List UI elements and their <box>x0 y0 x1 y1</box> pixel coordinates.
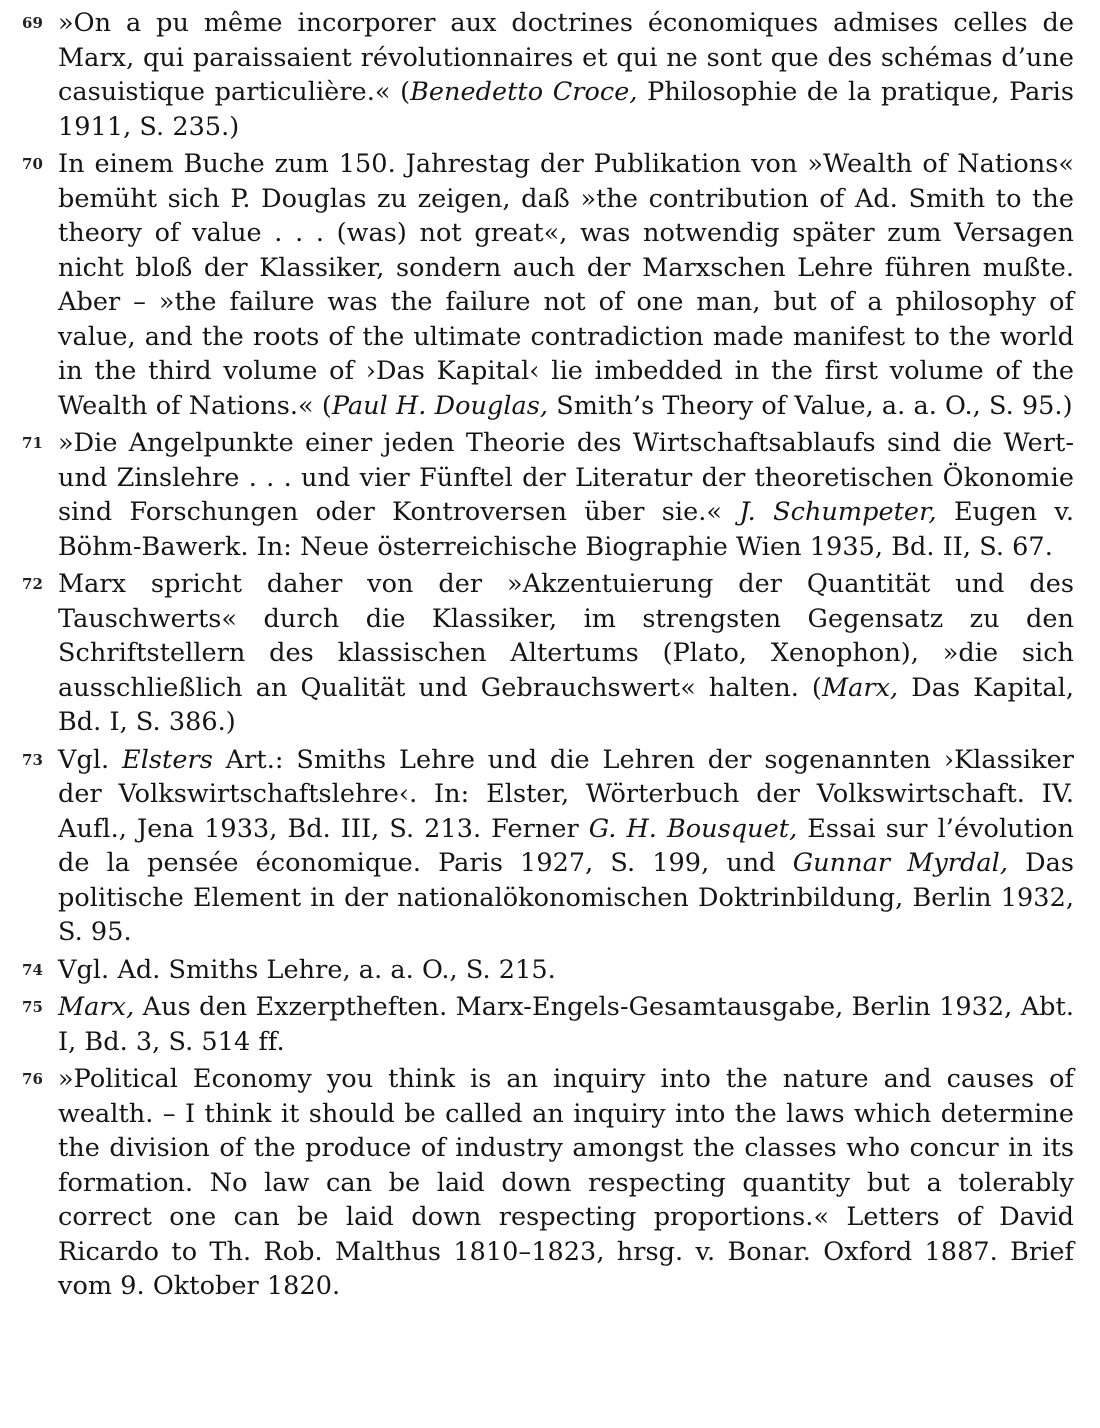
footnote-author-italic: Marx, <box>821 672 899 703</box>
footnote-69 <box>0 6 1100 144</box>
footnote-number: 72 <box>22 575 43 593</box>
footnote-text-segment: Marx spricht daher von der »Akzentuierung der Quantität und des Tauschwerts« durch die Klassiker, im strengsten Gegensatz zu den Schriftstellern des klassischen Altertums (Plato, Xenophon), »die sich ausschließlich an Qualität und Gebrauchswert« halten. ( <box>58 569 1074 703</box>
footnote-74 <box>0 953 1100 988</box>
footnote-text-segment: Das politische Element in der nationalökonomischen Doktrinbildung, Berlin 1932, S. 95. <box>58 848 1074 947</box>
footnote-text-segment: Das Kapital, Bd. I, S. 386.) <box>58 672 1074 737</box>
footnote-76 <box>0 1062 1100 1304</box>
footnote-text-segment: »Political Economy you think is an inquiry into the nature and causes of wealth. – I think it should be called an inquiry into the laws which determine the division of the produce of industry amongst the classes who concur in its formation. No law can be laid down respecting quantity but a tolerably correct one can be laid down respecting proportions.« Letters of David Ricardo to Th. Rob. Malthus 1810–1823, hrsg. v. Bonar. Oxford 1887. Brief vom 9. Oktober 1820. <box>58 1064 1074 1301</box>
footnote-author-italic: J. Schumpeter, <box>739 497 937 527</box>
footnote-number: 76 <box>22 1070 43 1088</box>
footnote-text-segment: »Die Angelpunkte einer jeden Theorie des Wirtschaftsablaufs sind die Wert- und Zinslehre . . . und vier Fünftel der Literatur der theoretischen Ökonomie sind Forschungen oder Kontroversen über sie.« <box>58 428 1074 527</box>
footnote-text-segment: Art.: Smiths Lehre und die Lehren der sogenannten ›Klassiker der Volkswirtschaftslehre‹. In: Elster, Wörterbuch der Volkswirtschaft. IV. Aufl., Jena 1933, Bd. III, S. 213. Ferner <box>58 744 1074 844</box>
footnote-number: 71 <box>22 434 43 452</box>
footnote-72 <box>0 567 1100 740</box>
footnote-author-italic: Marx, <box>58 992 135 1022</box>
footnote-author-italic: Paul H. Douglas, <box>331 390 549 421</box>
footnote-text-segment: Smith’s Theory of Value, a. a. O., S. 95.) <box>548 390 1073 421</box>
footnote-text-segment: In einem Buche zum 150. Jahrestag der Publikation von »Wealth of Nations« bemüht sich P. Douglas zu zeigen, daß »the contribution of Ad. Smith to the theory of value . . . (was) not great«, was notwendig später zum Versagen nicht bloß der Klassiker, sondern auch der Marxschen Lehre führen mußte. Aber – »the failure was the failure not of one man, but of a philosophy of value, and the roots of the ultimate contradiction made manifest to the world in the third volume of ›Das Kapital‹ lie imbedded in the first volume of the Wealth of Nations.« ( <box>58 149 1074 421</box>
footnote-text-segment: Vgl. <box>58 744 123 775</box>
footnote-author-italic: G. H. Bousquet, <box>588 813 798 844</box>
footnote-author-italic: Benedetto Croce, <box>410 77 638 107</box>
footnote-author-italic: Elsters <box>122 744 213 775</box>
footnote-text-segment: Essai sur l’évolution de la pensée économique. Paris 1927, S. 199, und <box>58 813 1075 878</box>
footnote-text-segment: Philosophie de la pratique, Paris 1911, S. 235.) <box>58 77 1075 142</box>
footnote-70 <box>0 147 1100 423</box>
footnote-text-segment: »On a pu même incorporer aux doctrines économiques admises celles de Marx, qui paraissaient révolutionnaires et qui ne sont que des schémas d’une casuistique particulière.« ( <box>58 8 1074 107</box>
footnotes-page <box>0 6 1100 1307</box>
footnote-number: 69 <box>22 14 43 32</box>
footnote-number: 70 <box>22 155 43 173</box>
footnote-text-segment: Eugen v. Böhm-Bawerk. In: Neue österreichische Biographie Wien 1935, Bd. II, S. 67. <box>58 497 1074 562</box>
footnote-number: 75 <box>22 998 43 1016</box>
footnote-number: 73 <box>22 750 43 769</box>
footnote-75 <box>0 990 1100 1059</box>
footnote-71 <box>0 426 1100 564</box>
footnote-text-segment: Vgl. Ad. Smiths Lehre, a. a. O., S. 215. <box>58 954 556 985</box>
footnote-number: 74 <box>22 960 43 979</box>
footnote-text-segment: Aus den Exzerptheften. Marx-Engels-Gesamtausgabe, Berlin 1932, Abt. I, Bd. 3, S. 514 ff. <box>58 992 1074 1057</box>
footnote-author-italic: Gunnar Myrdal, <box>792 848 1008 878</box>
footnote-73 <box>0 743 1100 950</box>
